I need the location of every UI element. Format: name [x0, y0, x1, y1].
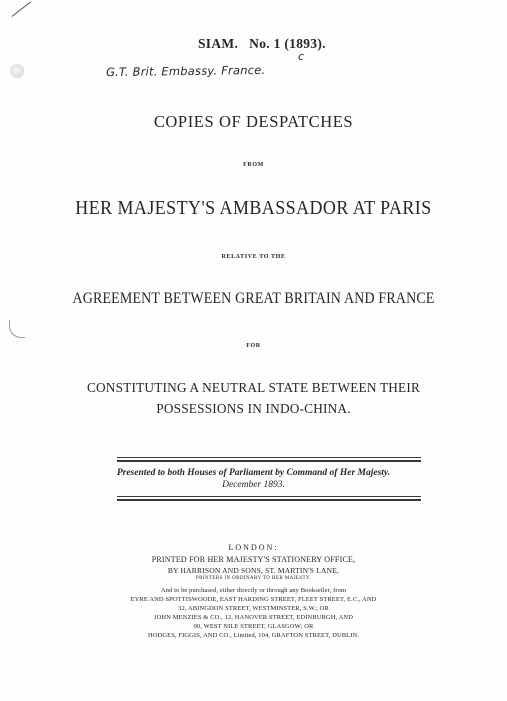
imprint-printers-note: PRINTERS IN ORDINARY TO HER MAJESTY. [195, 576, 312, 581]
imprint-seller-menzies-address: 90, WEST NILE STREET, GLASGOW; OR [193, 623, 314, 630]
imprint-seller-eyre-address: 32, ABINGDON STREET, WESTMINSTER, S.W.; OR [178, 605, 329, 612]
title-ambassador: HER MAJESTY'S AMBASSADOR AT PARIS [75, 198, 432, 219]
presented-statement: Presented to both Houses of Parliament by Command of Her Majesty. [116, 468, 391, 478]
corner-pen-mark [12, 1, 32, 17]
imprint-city: LONDON: [228, 543, 279, 552]
punch-hole [10, 64, 24, 78]
imprint-printed-for: PRINTED FOR HER MAJESTY'S STATIONERY OFFICE, [151, 555, 356, 564]
handwritten-letter: c [298, 50, 305, 63]
title-agreement: AGREEMENT BETWEEN GREAT BRITAIN AND FRANCE [72, 290, 435, 307]
imprint-seller-eyre: EYRE AND SPOTTISWOODE, EAST HARDING STREET, FLEET STREET, E.C., AND [130, 596, 377, 603]
divider-bottom [117, 496, 421, 497]
divider-bottom-double [117, 499, 421, 501]
series-header [198, 36, 348, 52]
imprint-seller-menzies: JOHN MENZIES & CO., 12, HANOVER STREET, EDINBURGH, AND [153, 614, 353, 621]
divider-top-double [117, 460, 421, 462]
presented-date: December 1893. [222, 480, 285, 490]
series-number: No. 1 (1893). [249, 36, 326, 51]
handwritten-note: G.T. Brit. Embassy. France. [105, 62, 266, 80]
imprint-seller-hodges: HODGES, FIGGIS, AND CO., Limited, 104, GRAFTON STREET, DUBLIN. [147, 632, 360, 639]
title-relative-to: RELATIVE TO THE [221, 254, 286, 260]
imprint-purchase-note: And to be purchased, either directly or through any Bookseller, from [160, 587, 347, 594]
title-neutral-state-line2: POSSESSIONS IN INDO-CHINA. [156, 402, 351, 417]
imprint-printer: BY HARRISON AND SONS, ST. MARTIN'S LANE, [167, 566, 340, 575]
title-for: FOR [246, 343, 261, 349]
title-neutral-state-line1: CONSTITUTING A NEUTRAL STATE BETWEEN THEIR [86, 381, 421, 396]
divider-top [117, 457, 421, 458]
series-name: SIAM. [198, 36, 239, 51]
title-from: FROM [243, 162, 264, 168]
title-copies-of-despatches: COPIES OF DESPATCHES [153, 112, 354, 131]
punch-hole-edge [9, 320, 25, 338]
